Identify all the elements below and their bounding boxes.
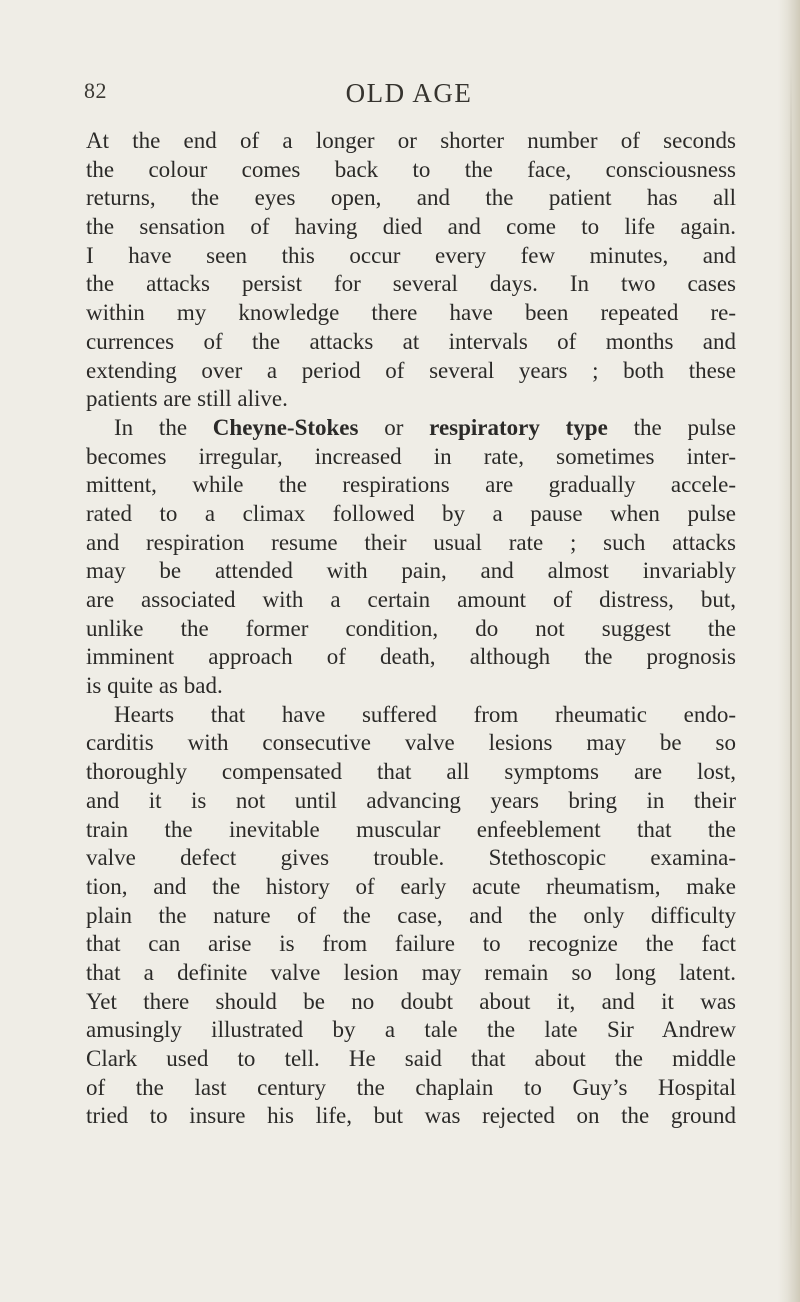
text-fragment: the pulse [607,414,736,440]
text-line: is quite as bad. [86,673,223,699]
text-line: Yet there should be no doubt about it, and it was [86,988,736,1014]
text-line: currences of the attacks at intervals of months and [86,328,736,354]
text-line: thoroughly compensated that all symptoms are lost, [86,759,736,785]
bold-term-respiratory-type: respiratory type [429,414,608,440]
text-line: that can arise is from failure to recognize the fact [86,931,736,957]
text-line: becomes irregular, increased in rate, sometimes inter- [86,443,736,469]
text-line: plain the nature of the case, and the only difficulty [86,902,736,928]
text-line: mittent, while the respirations are gradually accele- [86,472,736,498]
text-line: that a definite valve lesion may remain so long latent. [86,959,736,985]
text-line: At the end of a longer or shorter number of seconds [86,128,736,153]
page-edge-shadow [778,0,800,1302]
text-line: within my knowledge there have been repeated re- [86,300,736,326]
text-line: rated to a climax followed by a pause when pulse [86,500,736,526]
text-line: tried to insure his life, but was rejected on the ground [86,1103,736,1129]
text-line: I have seen this occur every few minutes, and [86,242,736,268]
text-line: Clark used to tell. He said that about the middle [86,1046,736,1071]
text-line: the colour comes back to the face, consciousness [86,156,736,182]
text-line: and respiration resume their usual rate ; such attacks [86,529,736,555]
text-line: tion, and the history of early acute rheumatism, make [86,873,736,899]
text-line: extending over a period of several years ; both these [86,357,736,383]
bold-term-cheyne-stokes: Cheyne-Stokes [212,414,359,440]
text-fragment: or [358,414,430,440]
text-line: valve defect gives trouble. Stethoscopic examina- [86,845,736,871]
text-line: Hearts that have suffered from rheumatic endo- [114,701,736,727]
text-line: and it is not until advancing years bring in their [86,787,736,813]
running-head: OLD AGE [345,78,473,108]
text-line: amusingly illustrated by a tale the late Sir Andrew [86,1017,736,1043]
page-number: 82 [84,78,107,103]
page-edge-line [790,60,792,1260]
text-line: of the last century the chaplain to Guy’s Hospital [86,1074,736,1100]
text-line: are associated with a certain amount of distress, but, [86,587,736,612]
text-line: returns, the eyes open, and the patient has all [86,185,736,211]
text-line: patients are still alive. [86,386,288,412]
page-header [84,78,734,118]
body-text [86,127,736,1131]
text-line: the sensation of having died and come to life again. [86,214,736,240]
text-line: unlike the former condition, do not suggest the [86,615,736,641]
text-line: train the inevitable muscular enfeeblement that the [86,816,736,842]
text-fragment: In the [114,414,213,440]
text-line: imminent approach of death, although the prognosis [86,644,736,670]
text-line-with-bold-terms [86,414,736,443]
text-line: the attacks persist for several days. In two cases [86,271,736,297]
text-line: may be attended with pain, and almost invariably [86,558,736,584]
text-line: carditis with consecutive valve lesions may be so [86,730,736,756]
